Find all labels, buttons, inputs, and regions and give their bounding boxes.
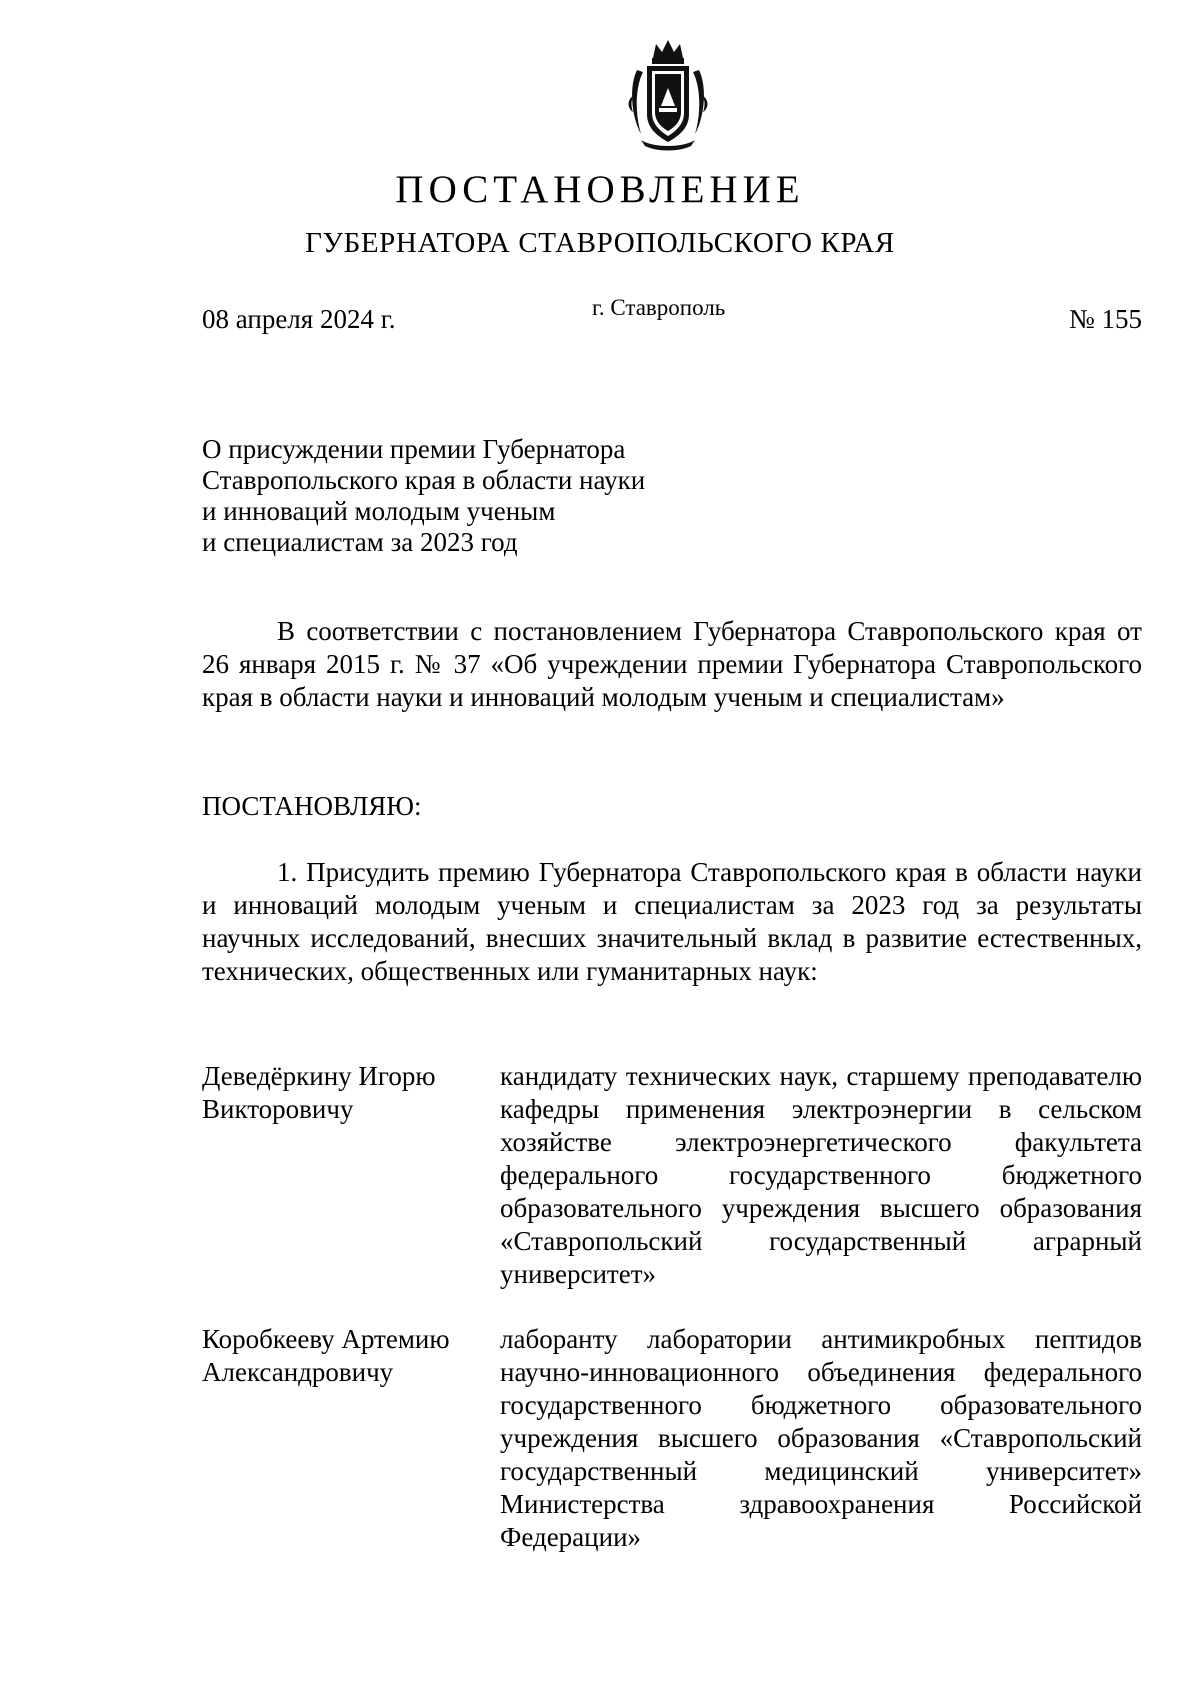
subject-line: и инноваций молодым ученым [202,496,556,526]
document-title: ПОСТАНОВЛЕНИЕ [395,168,805,211]
preamble-paragraph: В соответствии с постановлением Губернатора Ставропольского края от 26 января 2015 г. № 37 «Об учреждении премии Губернатора Ставропольского края в области науки и инноваций молодым ученым и специалистам» [202,616,1142,712]
recipient-name: Коробкееву Артемию Александровичу [202,1324,450,1387]
document-city: г. Ставрополь [592,295,726,320]
subject-line: Ставропольского края в области науки [202,465,646,495]
subject-line: О присуждении премии Губернатора [202,434,626,464]
recipient-entry [202,1323,1142,1554]
document-subject [202,434,702,558]
recipient-description: кандидату технических наук, старшему преподавателю кафедры применения электроэнергии в сельском хозяйстве электроэнергетического факультета федерального государственного бюджетного образовательного учреждения высшего образования «Ставропольский государственный аграрный университет» [500,1061,1142,1289]
decree-word: ПОСТАНОВЛЯЮ: [202,791,422,821]
recipient-description: лаборанту лаборатории антимикробных пептидов научно-инновационного объединения федерального государственного бюджетного образовательного учреждения высшего образования «Ставропольский государственный медицинский университет» Министерства здравоохранения Российской Федерации» [500,1324,1142,1552]
coat-of-arms-icon [625,36,711,152]
recipients-list [202,1060,1142,1554]
document-number: № 155 [1068,304,1142,334]
subject-line: и специалистам за 2023 год [202,527,518,557]
recipient-name: Деведёркину Игорю Викторовичу [202,1061,436,1124]
document-subtitle: ГУБЕРНАТОРА СТАВРОПОЛЬСКОГО КРАЯ [305,227,895,259]
recipient-entry [202,1060,1142,1291]
item-1-paragraph: 1. Присудить премию Губернатора Ставропольского края в области науки и инноваций молодым ученым и специалистам за 2023 год за результаты научных исследований, внесших значительный вклад в развитие естественных, технических, общественных или гуманитарных наук: [202,857,1142,986]
document-date: 08 апреля 2024 г. [202,304,396,334]
